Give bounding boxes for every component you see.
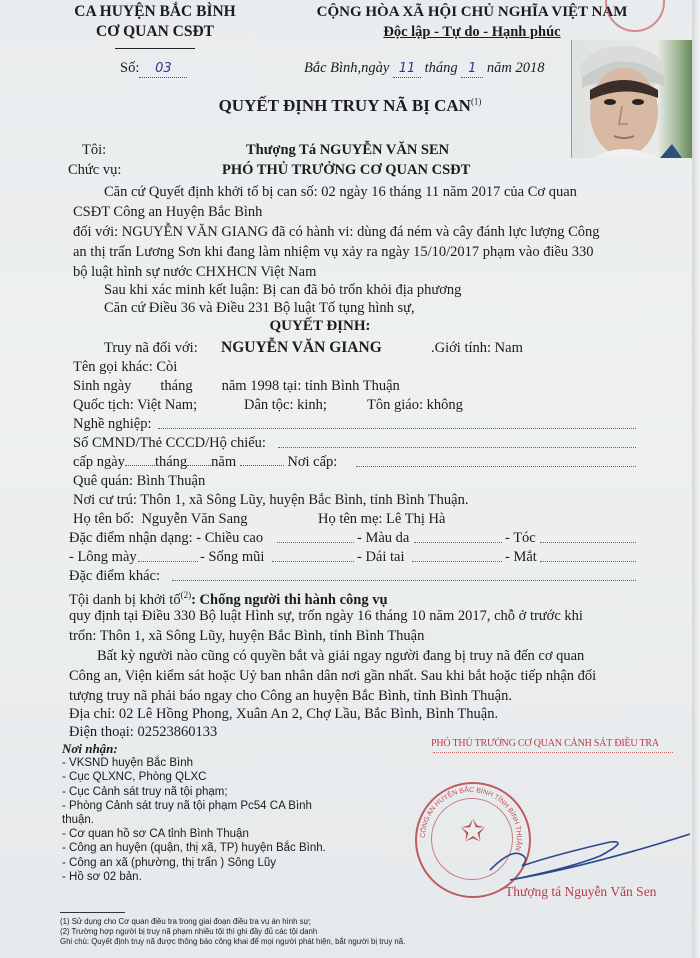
verification-conclusion: Sau khi xác minh kết luận: Bị can đã bỏ trốn khỏi địa phương bbox=[104, 282, 462, 298]
basis-paragraph-l3: đối với: NGUYỄN VĂN GIANG đã có hành vi: dùng đá ném và cây đánh lực lượng Công bbox=[73, 224, 600, 240]
recipient-item: - Hồ sơ 02 bản. bbox=[62, 870, 142, 883]
recipient-item: - Cục QLXNC, Phòng QLXC bbox=[62, 771, 207, 784]
number-label: Số: bbox=[120, 60, 140, 76]
features-nose: - Sống mũi bbox=[200, 549, 265, 565]
hometown: Quê quán: Bình Thuận bbox=[73, 473, 206, 489]
star-emblem-icon: ✩ bbox=[460, 815, 486, 848]
national-motto bbox=[302, 2, 642, 42]
features-height: Đặc điểm nhận dạng: - Chiều cao bbox=[69, 530, 264, 546]
header-divider bbox=[115, 48, 195, 49]
recipient-item: - Công an xã (phường, thị trấn ) Sông Lũy bbox=[62, 856, 277, 869]
nationality: Quốc tịch: Việt Nam; bbox=[73, 397, 198, 413]
date-year: năm 2018 bbox=[486, 60, 545, 76]
document-date bbox=[304, 60, 545, 78]
date-day: 11 bbox=[398, 61, 416, 76]
recipients-heading: Nơi nhận: bbox=[62, 741, 118, 756]
wanted-label: Truy nã đối với: bbox=[104, 340, 198, 356]
wanted-name: NGUYỄN VĂN GIANG bbox=[221, 339, 382, 356]
charge-value: : Chống người thi hành công vụ bbox=[191, 591, 388, 608]
recipient-item: - Phòng Cảnh sát truy nã tội phạm Pc54 CA Bình bbox=[62, 799, 312, 812]
height-blank bbox=[277, 542, 354, 543]
charge-detail: quy định tại Điều 330 Bộ luật Hình sự, trốn ngày 16 tháng 10 năm 2017, chỗ ở trước khi bbox=[69, 608, 583, 624]
charge-detail-l2: trốn: Thôn 1, xã Sông Lũy, huyện Bắc Bình, tỉnh Bình Thuận bbox=[69, 628, 425, 644]
features-eyebrow: - Lông mày bbox=[69, 549, 137, 565]
basis-paragraph-l2: CSĐT Công an Huyện Bắc Bình bbox=[73, 204, 263, 220]
basis-paragraph-l4: an thị trấn Lương Sơn khi đang làm nhiệm vụ xảy ra ngày 15/10/2017 phạm vào điều 330 bbox=[73, 244, 594, 260]
father-name: Họ tên bố: Nguyễn Văn Sang bbox=[73, 511, 248, 527]
issuer-name: Thượng Tá NGUYỄN VĂN SEN bbox=[246, 142, 450, 158]
footnote-1: (1) Sử dụng cho Cơ quan điều tra trong giai đoạn điều tra vụ án hình sự; bbox=[60, 917, 311, 926]
issue-month-label: tháng bbox=[154, 454, 188, 470]
birth-info: Sinh ngày tháng năm 1998 tại: tỉnh Bình Thuận bbox=[73, 378, 400, 394]
mother-name: Họ tên mẹ: Lê Thị Hà bbox=[318, 511, 446, 527]
document-number bbox=[120, 60, 187, 78]
occupation-label: Nghề nghiệp: bbox=[73, 416, 152, 432]
basis-paragraph-l5: bộ luật hình sự nước CHXHCN Việt Nam bbox=[73, 264, 317, 280]
footnote-2: (2) Trường hợp người bị truy nã phạm nhiều tội thì ghi đầy đủ các tội danh bbox=[60, 927, 318, 936]
charge-label: Tội danh bị khởi tố bbox=[69, 591, 181, 608]
residence: Nơi cư trú: Thôn 1, xã Sông Lũy, huyện Bắc Bình, tỉnh Bình Thuận. bbox=[73, 492, 469, 508]
ethnicity: Dân tộc: kinh; bbox=[244, 397, 327, 413]
nation-name: CỘNG HÒA XÃ HỘI CHỦ NGHĨA VIỆT NAM bbox=[316, 4, 628, 20]
issue-place-label: Nơi cấp: bbox=[287, 454, 338, 470]
gender: .Giới tính: Nam bbox=[431, 340, 523, 356]
religion: Tôn giáo: không bbox=[367, 397, 463, 413]
page-edge-shadow bbox=[692, 0, 700, 958]
earlobe-blank bbox=[412, 561, 502, 562]
public-notice: Bất kỳ người nào cũng có quyền bắt và giải ngay người đang bị truy nã đến cơ quan bbox=[97, 648, 585, 664]
contact-address: Địa chỉ: 02 Lê Hồng Phong, Xuân An 2, Chợ Lầu, Bắc Bình, Bình Thuận. bbox=[69, 706, 499, 722]
features-earlobe: - Dái tai bbox=[357, 549, 405, 565]
features-eyes: - Mắt bbox=[505, 549, 537, 565]
footnote-divider bbox=[60, 912, 125, 913]
nose-blank bbox=[272, 561, 354, 562]
recipient-item: - Cục Cảnh sát truy nã tội phạm; bbox=[62, 785, 228, 798]
agency-unit: CƠ QUAN CSĐT bbox=[96, 23, 214, 40]
contact-phone: Điện thoại: 02523860133 bbox=[69, 724, 218, 740]
recipients-list bbox=[62, 742, 326, 884]
date-prefix: Bắc Bình,ngày bbox=[304, 60, 390, 76]
other-features-blank bbox=[172, 580, 636, 581]
hair-blank bbox=[540, 542, 636, 543]
agency-header bbox=[60, 2, 250, 49]
skin-blank bbox=[414, 542, 502, 543]
eyebrow-blank bbox=[138, 561, 198, 562]
issue-date bbox=[73, 452, 337, 472]
basis-paragraph: Căn cứ Quyết định khởi tố bị can số: 02 ngày 16 tháng 11 năm 2017 của Cơ quan bbox=[104, 184, 577, 200]
features-skin: - Màu da bbox=[357, 530, 410, 546]
legal-basis: Căn cứ Điều 36 và Điều 231 Bộ luật Tố tụng hình sự, bbox=[104, 300, 415, 316]
date-month: 1 bbox=[468, 61, 477, 76]
eyes-blank bbox=[540, 561, 636, 562]
footnotes bbox=[60, 917, 405, 947]
id-number-blank bbox=[278, 447, 636, 448]
signer-name: Thượng tá Nguyễn Văn Sen bbox=[505, 884, 657, 899]
svg-text:CÔNG AN HUYỆN BẮC BÌNH TỈNH BÌ: CÔNG AN HUYỆN BẮC BÌNH TỈNH BÌNH THUẬN bbox=[419, 786, 523, 852]
position-value: PHÓ THỦ TRƯỞNG CƠ QUAN CSĐT bbox=[222, 162, 471, 178]
document-title bbox=[0, 96, 700, 116]
title-footnote-mark: (1) bbox=[470, 96, 482, 107]
issuer-label: Tôi: bbox=[82, 142, 107, 158]
alias: Tên gọi khác: Còi bbox=[73, 359, 178, 375]
id-number-label: Số CMND/Thẻ CCCD/Hộ chiếu: bbox=[73, 435, 266, 451]
position-label: Chức vụ: bbox=[68, 162, 122, 178]
signature-divider bbox=[433, 752, 673, 753]
handwritten-signature-icon bbox=[450, 820, 690, 890]
features-hair: - Tóc bbox=[505, 530, 536, 546]
recipient-item: - Công an huyện (quận, thị xã, TP) huyện Bắc Bình. bbox=[62, 842, 326, 855]
recipient-item: - Cơ quan hồ sơ CA tỉnh Bình Thuận bbox=[62, 828, 249, 841]
charge-footnote-mark: (2) bbox=[180, 590, 192, 600]
number-value: 03 bbox=[155, 61, 172, 76]
signature-title: PHÓ THỦ TRƯỞNG CƠ QUAN CẢNH SÁT ĐIỀU TRA bbox=[431, 738, 659, 749]
recipient-item: - VKSND huyện Bắc Bình bbox=[62, 757, 194, 770]
other-features-label: Đặc điểm khác: bbox=[69, 568, 160, 584]
issue-year-label: năm bbox=[211, 454, 237, 470]
motto: Độc lập - Tự do - Hạnh phúc bbox=[383, 24, 561, 40]
public-notice-l2: Công an, Viện kiểm sát hoặc Uỷ ban nhân dân nơi gần nhất. Sau khi bắt hoặc tiếp nhận đối bbox=[69, 668, 597, 684]
issue-day-label: cấp ngày bbox=[73, 454, 125, 470]
footnote-note: Ghi chú: Quyết định truy nã được thông báo công khai để mọi người phát hiện, bắt người bị truy nã. bbox=[60, 937, 406, 946]
issue-place-blank bbox=[356, 466, 636, 467]
public-notice-l3: tượng truy nã phải báo ngay cho Công an huyện Bắc Bình, tỉnh Bình Thuận. bbox=[69, 688, 512, 704]
title-text: QUYẾT ĐỊNH TRUY NÃ BỊ CAN bbox=[218, 96, 471, 115]
date-month-label: tháng bbox=[424, 60, 458, 76]
agency-name: CA HUYỆN BẮC BÌNH bbox=[74, 3, 236, 20]
decision-heading: QUYẾT ĐỊNH: bbox=[269, 318, 371, 334]
occupation-blank bbox=[158, 428, 636, 429]
recipient-item: thuận. bbox=[62, 814, 94, 827]
